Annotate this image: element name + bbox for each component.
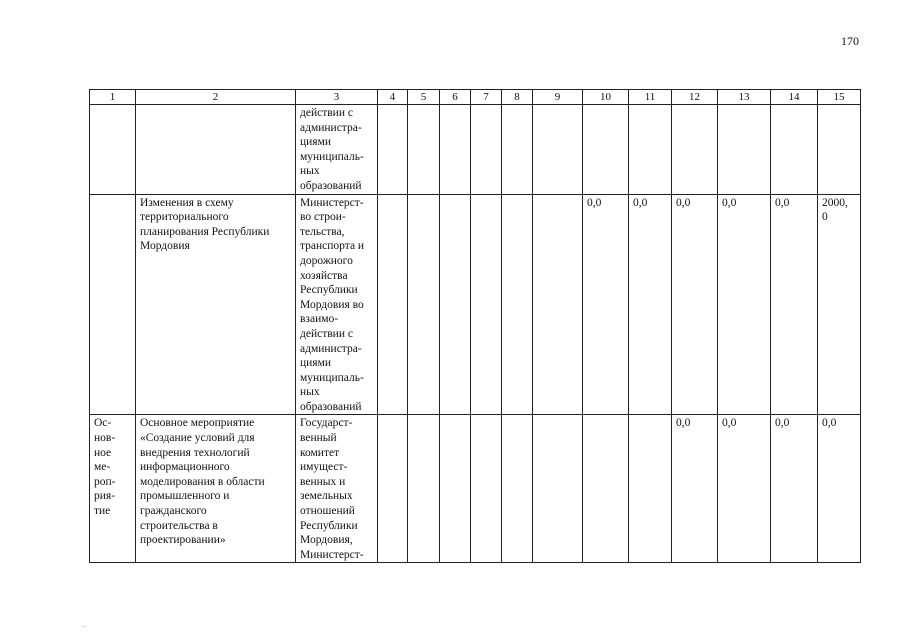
value-cell xyxy=(440,415,471,563)
value-cell xyxy=(440,105,471,195)
cell-line: муниципаль- xyxy=(300,150,364,163)
cell-line: Государст- xyxy=(300,417,353,430)
cell-line: внедрения технологий xyxy=(140,446,250,459)
cell-line: взаимо- xyxy=(300,313,339,326)
value-cell xyxy=(818,194,861,415)
value-cell xyxy=(672,105,718,195)
cell-line: Министерст- xyxy=(300,548,364,561)
cell-line: Мордовия xyxy=(140,240,190,253)
cell-line: ных xyxy=(300,386,320,399)
table-row xyxy=(90,105,861,195)
value-text: 0,0 xyxy=(633,196,648,209)
cell-line: рия- xyxy=(94,490,116,503)
header-cell: 1 xyxy=(90,90,136,105)
cell-line: венных и xyxy=(300,475,346,488)
value-text: 0,0 xyxy=(722,417,737,430)
value-text: 0,0 xyxy=(775,417,790,430)
value-cell xyxy=(502,105,533,195)
measure-name-cell xyxy=(136,415,296,563)
cell-line: ных xyxy=(300,165,320,178)
measure-type-cell xyxy=(90,105,136,195)
value-cell xyxy=(378,415,408,563)
header-cell: 6 xyxy=(440,90,471,105)
cell-line: действии с xyxy=(300,327,353,340)
cell-line: венный xyxy=(300,432,337,445)
value-cell xyxy=(533,105,583,195)
scan-speck xyxy=(84,626,85,627)
cell-line: промышленного и xyxy=(140,490,230,503)
cell-line: проектировании» xyxy=(140,534,226,547)
executor-cell xyxy=(296,415,378,563)
value-cell xyxy=(502,415,533,563)
cell-line: Министерст- xyxy=(300,196,364,209)
executor-cell xyxy=(296,194,378,415)
cell-line: Ос- xyxy=(94,417,112,430)
header-cell: 14 xyxy=(771,90,818,105)
cell-line: гражданского xyxy=(140,505,207,518)
cell-line: Основное мероприятие xyxy=(140,417,255,430)
header-cell: 4 xyxy=(378,90,408,105)
cell-line: моделирования в области xyxy=(140,475,265,488)
value-cell xyxy=(629,105,672,195)
cell-line: администра- xyxy=(300,121,362,134)
value-cell xyxy=(408,194,440,415)
cell-line: циями xyxy=(300,357,332,370)
cell-line: комитет xyxy=(300,446,340,459)
value-cell xyxy=(629,415,672,563)
value-cell xyxy=(583,105,629,195)
cell-line: во строи- xyxy=(300,211,346,224)
program-table xyxy=(89,89,861,563)
cell-line: муниципаль- xyxy=(300,371,364,384)
table-row xyxy=(90,415,861,563)
table-row xyxy=(90,194,861,415)
value-cell xyxy=(771,415,818,563)
header-cell: 15 xyxy=(818,90,861,105)
value-text: 0,0 xyxy=(676,196,691,209)
cell-line: образований xyxy=(300,179,362,192)
cell-line: тельства, xyxy=(300,225,345,238)
value-cell xyxy=(672,194,718,415)
value-cell xyxy=(818,415,861,563)
page-number: 170 xyxy=(841,34,859,48)
cell-line: дорожного xyxy=(300,254,353,267)
cell-line: планирования Республики xyxy=(140,225,270,238)
cell-line: хозяйства xyxy=(300,269,348,282)
value-cell xyxy=(583,194,629,415)
value-cell xyxy=(408,415,440,563)
cell-line: имущест- xyxy=(300,461,348,474)
value-text: 0,0 xyxy=(722,196,737,209)
measure-type-cell xyxy=(90,415,136,563)
cell-line: тие xyxy=(94,505,111,518)
header-cell: 10 xyxy=(583,90,629,105)
cell-line: Мордовия, xyxy=(300,534,353,547)
header-cell: 7 xyxy=(471,90,502,105)
header-cell: 2 xyxy=(136,90,296,105)
value-text: 0,0 xyxy=(676,417,691,430)
measure-type-cell xyxy=(90,194,136,415)
value-cell xyxy=(502,194,533,415)
header-cell: 5 xyxy=(408,90,440,105)
cell-line: роп- xyxy=(94,475,116,488)
value-cell xyxy=(471,415,502,563)
cell-line: «Создание условий для xyxy=(140,432,255,445)
value-cell xyxy=(378,194,408,415)
cell-line: информационного xyxy=(140,461,230,474)
header-cell: 12 xyxy=(672,90,718,105)
header-row xyxy=(90,90,861,105)
value-cell xyxy=(818,105,861,195)
value-text: 2000, 0 xyxy=(822,196,848,224)
cell-line: циями xyxy=(300,136,332,149)
value-cell xyxy=(629,194,672,415)
value-cell xyxy=(718,194,771,415)
header-cell: 11 xyxy=(629,90,672,105)
value-cell xyxy=(718,415,771,563)
cell-line: администра- xyxy=(300,342,362,355)
value-cell xyxy=(471,194,502,415)
cell-line: земельных xyxy=(300,490,353,503)
value-cell xyxy=(378,105,408,195)
cell-line: ное xyxy=(94,446,112,459)
cell-line: действии с xyxy=(300,107,353,119)
value-cell xyxy=(771,194,818,415)
cell-line: Республики xyxy=(300,284,358,297)
header-cell: 8 xyxy=(502,90,533,105)
header-cell: 3 xyxy=(296,90,378,105)
cell-line: нов- xyxy=(94,432,116,445)
cell-line: образований xyxy=(300,400,362,413)
value-text: 0,0 xyxy=(587,196,602,209)
measure-name-cell xyxy=(136,194,296,415)
cell-line: Республики xyxy=(300,519,358,532)
value-cell xyxy=(471,105,502,195)
executor-cell xyxy=(296,105,378,195)
cell-line: отношений xyxy=(300,505,355,518)
value-cell xyxy=(440,194,471,415)
cell-line: Мордовия во xyxy=(300,298,364,311)
cell-line: территориального xyxy=(140,211,229,224)
value-text: 0,0 xyxy=(822,417,837,430)
cell-line: транспорта и xyxy=(300,240,365,253)
value-text: 0,0 xyxy=(775,196,790,209)
header-cell: 9 xyxy=(533,90,583,105)
cell-line: строительства в xyxy=(140,519,218,532)
value-cell xyxy=(583,415,629,563)
header-cell: 13 xyxy=(718,90,771,105)
value-cell xyxy=(533,415,583,563)
value-cell xyxy=(771,105,818,195)
cell-line: Изменения в схему xyxy=(140,196,234,209)
cell-line: ме- xyxy=(94,461,111,474)
value-cell xyxy=(718,105,771,195)
value-cell xyxy=(533,194,583,415)
value-cell xyxy=(408,105,440,195)
value-cell xyxy=(672,415,718,563)
measure-name-cell xyxy=(136,105,296,195)
